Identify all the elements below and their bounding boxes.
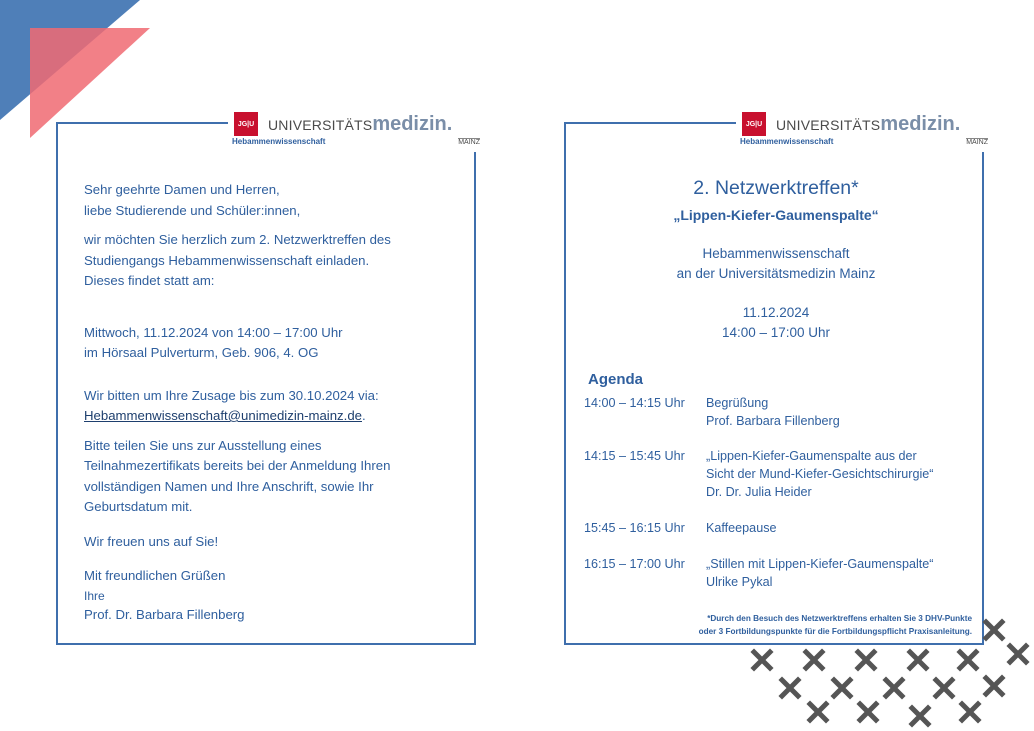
- event-datetime: Mittwoch, 11.12.2024 von 14:00 – 17:00 Uhr: [84, 324, 343, 340]
- cross-icon: [858, 652, 874, 668]
- closing-yours: Ihre: [84, 588, 105, 603]
- closing: Mit freundlichen Grüßen: [84, 568, 226, 583]
- letter-body: [84, 180, 464, 625]
- cross-icon: [936, 680, 952, 696]
- agenda-time: 15:45 – 16:15 Uhr: [584, 521, 685, 535]
- cross-icon: [860, 704, 876, 720]
- cross-icon: [810, 704, 826, 720]
- cross-icon: [912, 708, 928, 724]
- rsvp-text: Wir bitten um Ihre Zusage bis zum 30.10.2024 via:: [84, 387, 379, 403]
- agenda-item: 14:00 – 14:15 Uhr Begrüßung Prof. Barbara Fillenberg: [584, 396, 840, 428]
- flyer-subtitle: „Lippen-Kiefer-Gaumenspalte“: [673, 207, 879, 223]
- flyer-title: 2. Netzwerktreffen*: [693, 177, 859, 199]
- event-flyer-card: [564, 113, 988, 645]
- signature: Prof. Dr. Barbara Fillenberg: [84, 606, 245, 622]
- certificate-line: Geburtsdatum mit.: [84, 499, 193, 514]
- looking-forward: Wir freuen uns auf Sie!: [84, 533, 219, 549]
- logo-city: MAINZ: [966, 139, 988, 146]
- jgu-logo-icon: JG|U: [742, 112, 766, 136]
- university-logo: [736, 108, 994, 152]
- agenda-item: 15:45 – 16:15 Uhr Kaffeepause: [584, 521, 777, 535]
- certificate-line: Teilnahmezertifikats bereits bei der Anmeldung Ihren: [84, 458, 391, 473]
- cross-icon: [754, 652, 770, 668]
- logo-city: MAINZ: [458, 139, 480, 146]
- agenda-time: 16:15 – 17:00 Uhr: [584, 557, 685, 571]
- intro-line: wir möchten Sie herzlich zum 2. Netzwerktreffen des: [84, 232, 391, 247]
- agenda-item: 16:15 – 17:00 Uhr „Stillen mit Lippen-Kiefer-Gaumenspalte“ Ulrike Pykal: [584, 557, 934, 589]
- cross-icon: [960, 652, 976, 668]
- logo-department: Hebammenwissenschaft: [740, 137, 834, 146]
- cross-icon: [986, 622, 1002, 638]
- logo-word-regular: UNIVERSITÄTS: [776, 117, 881, 133]
- agenda-list: [584, 394, 979, 591]
- cross-icon: [886, 680, 902, 696]
- logo-word-bold: medizin.: [372, 113, 453, 135]
- cross-icon: [806, 652, 822, 668]
- agenda-time: 14:15 – 15:45 Uhr: [584, 449, 685, 463]
- cross-icon: [834, 680, 850, 696]
- flyer-time: 14:00 – 17:00 Uhr: [721, 325, 831, 340]
- flyer-host: Hebammenwissenschaft an der Universitätsmedizin Mainz: [676, 246, 876, 281]
- event-location: im Hörsaal Pulverturm, Geb. 906, 4. OG: [84, 345, 319, 360]
- salutation-line: liebe Studierende und Schüler:innen,: [84, 202, 301, 218]
- salutation-line: Sehr geehrte Damen und Herren,: [84, 182, 280, 197]
- invitation-letter-card: [56, 113, 480, 645]
- footnote: *Durch den Besuch des Netzwerktreffens erhalten Sie 3 DHV-Punkte oder 3 Fortbildungspunkte für die Fortbildungspflicht Praxisanleitung.: [698, 614, 972, 636]
- logo-department: Hebammenwissenschaft: [232, 137, 326, 146]
- decorative-crosses: [748, 618, 1034, 731]
- cross-icon: [986, 678, 1002, 694]
- cross-icon: [962, 704, 978, 720]
- agenda-item: 14:15 – 15:45 Uhr „Lippen-Kiefer-Gaumenspalte aus der Sicht der Mund-Kiefer-Gesichtschirurgie“ Dr. Dr. Julia Heider: [584, 449, 934, 499]
- logo-word-regular: UNIVERSITÄTS: [268, 117, 373, 133]
- university-logo: [228, 108, 486, 152]
- flyer-datetime: [566, 303, 986, 343]
- certificate-line: Bitte teilen Sie uns zur Ausstellung eines: [84, 437, 322, 453]
- flyer-date: 11.12.2024: [742, 305, 810, 320]
- email-suffix: .: [362, 408, 366, 423]
- cross-icon: [1010, 646, 1026, 662]
- intro-line: Studiengangs Hebammenwissenschaft einladen.: [84, 252, 370, 268]
- agenda-heading: Agenda: [588, 371, 644, 388]
- rsvp-email-link[interactable]: Hebammenwissenschaft@unimedizin-mainz.de: [84, 408, 362, 423]
- certificate-line: vollständigen Namen und Ihre Anschrift, sowie Ihr: [84, 478, 374, 494]
- intro-line: Dieses findet statt am:: [84, 273, 215, 288]
- logo-word-bold: medizin.: [880, 113, 961, 135]
- agenda-time: 14:00 – 14:15 Uhr: [584, 396, 685, 410]
- cross-icon: [910, 652, 926, 668]
- cross-icon: [782, 680, 798, 696]
- jgu-logo-icon: JG|U: [234, 112, 258, 136]
